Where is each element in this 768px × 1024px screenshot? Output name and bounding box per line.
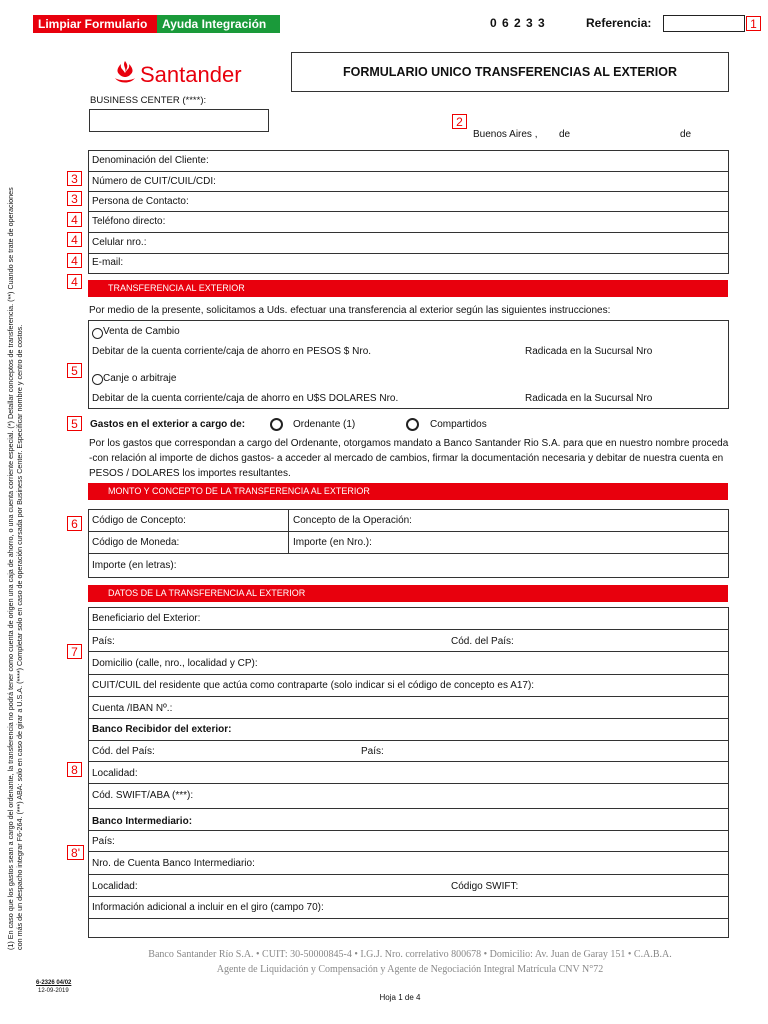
form-date: 12-09-2019 (38, 988, 69, 994)
cuit-resident-label: CUIT/CUIL del residente que actúa como contraparte (solo indicar si el código de concepto es A17): (92, 680, 535, 691)
concept-operation-label: Concepto de la Operación: (293, 515, 412, 526)
amount-section-bar: MONTO Y CONCEPTO DE LA TRANSFERENCIA AL EXTERIOR (88, 483, 728, 500)
concept-row (89, 510, 728, 532)
rb-country-code-label: Cód. del País: (92, 746, 155, 757)
marker-8: 8 (67, 762, 82, 777)
country-label: País: (92, 636, 115, 647)
account-row[interactable] (89, 697, 728, 719)
client-mobile-row[interactable] (89, 233, 728, 254)
city-label: Buenos Aires , (473, 129, 538, 140)
marker-4c: 4 (67, 253, 82, 268)
intermediary-bank-heading: Banco Intermediario: (92, 816, 193, 827)
marker-5b: 5 (67, 416, 82, 431)
marker-2: 2 (452, 114, 467, 129)
receiving-bank-heading: Banco Recibidor del exterior: (92, 724, 232, 735)
client-info-table (88, 150, 729, 274)
ib-city-row[interactable] (89, 875, 728, 897)
rb-city-row[interactable] (89, 762, 728, 784)
ib-country-row[interactable] (89, 830, 728, 852)
ib-country-label: País: (92, 836, 115, 847)
concept-code-label: Código de Concepto: (92, 515, 186, 526)
compartidos-radio[interactable] (406, 418, 419, 431)
currency-code-label: Código de Moneda: (92, 537, 180, 548)
client-email-row[interactable] (89, 254, 728, 274)
extra-info-label: Información adicional a incluir en el giro (campo 70): (92, 902, 324, 913)
client-contact-row[interactable] (89, 192, 728, 212)
integration-help-button[interactable]: Ayuda Integración (157, 15, 280, 33)
client-cuit-row[interactable] (89, 172, 728, 192)
form-code: 6-2326 04/02 (36, 980, 72, 986)
address-label: Domicilio (calle, nro., localidad y CP): (92, 658, 258, 669)
title-box (291, 52, 729, 92)
transfer-options-box (88, 320, 729, 409)
pesos-account-label: Debitar de la cuenta corriente/caja de ahorro en PESOS $ Nro. (92, 346, 372, 357)
beneficiary-row[interactable] (89, 608, 728, 630)
country-row[interactable] (89, 630, 728, 652)
amount-letters-label: Importe (en letras): (92, 560, 177, 571)
transfer-section-bar: TRANSFERENCIA AL EXTERIOR (88, 280, 728, 297)
marker-5a: 5 (67, 363, 82, 378)
date-de-label-2: de (680, 129, 692, 140)
details-table (88, 607, 729, 938)
side-footnotes (6, 175, 81, 950)
details-section-bar: DATOS DE LA TRANSFERENCIA AL EXTERIOR (88, 585, 728, 602)
currency-code-cell[interactable] (89, 532, 289, 553)
santander-logo-text: Santander (140, 62, 242, 87)
amount-number-label: Importe (en Nro.): (293, 537, 372, 548)
marker-7: 7 (67, 644, 82, 659)
cuit-resident-row[interactable] (89, 675, 728, 697)
amount-table (88, 509, 729, 578)
usd-account-label: Debitar de la cuenta corriente/caja de ahorro en U$S DOLARES Nro. (92, 393, 399, 404)
client-contact-label: Persona de Contacto: (92, 196, 189, 207)
marker-4a: 4 (67, 212, 82, 227)
date-de-label-1: de (559, 129, 571, 140)
reference-label: Referencia: (586, 16, 652, 30)
ib-account-label: Nro. de Cuenta Banco Intermediario: (92, 858, 255, 869)
amount-letters-row[interactable] (89, 554, 728, 578)
marker-1: 1 (746, 16, 761, 31)
transfer-intro-text: Por medio de la presente, solicitamos a Uds. efectuar una transferencia al exterior según las siguientes instrucciones: (89, 305, 611, 316)
marker-6: 6 (67, 516, 82, 531)
business-center-input[interactable] (89, 109, 269, 132)
rb-swift-row[interactable] (89, 784, 728, 809)
concept-code-cell[interactable] (89, 510, 289, 531)
ib-account-row[interactable] (89, 852, 728, 875)
marker-3b: 3 (67, 191, 82, 206)
client-phone-row[interactable] (89, 212, 728, 233)
address-row[interactable] (89, 652, 728, 675)
compartidos-label: Compartidos (430, 419, 487, 430)
marker-3a: 3 (67, 171, 82, 186)
client-phone-label: Teléfono directo: (92, 216, 166, 227)
reference-input[interactable] (663, 15, 745, 32)
canje-arbitraje-label: Canje o arbitraje (103, 373, 177, 384)
account-label: Cuenta /IBAN Nº.: (92, 703, 173, 714)
business-center-label: BUSINESS CENTER (****): (90, 95, 207, 106)
client-name-row[interactable] (89, 151, 728, 172)
page-title: FORMULARIO UNICO TRANSFERENCIAS AL EXTERIOR (342, 65, 678, 79)
client-mobile-label: Celular nro.: (92, 237, 147, 248)
marker-4b: 4 (67, 232, 82, 247)
footer-agent-info: Agente de Liquidación y Compensación y Agente de Negociación Integral Matrícula CNV N°72 (216, 964, 604, 975)
side-footnotes-text: (1) En caso que los gastos sean a cargo del ordenante, la transferencia no podrá tener como cuenta de origen una caja de ahorro, o una cuenta corriente especial. (*) Detallar conceptos de transferencia. (**) Cuando se trate de operaciones con más de un despacho integrar F6-264. (***) ABA: solo en caso de girar a U.S.A. (****) Completar solo en caso de operación cursada por Business Center. Especificar nombre y centro de costos. (6, 187, 24, 950)
beneficiary-label: Beneficiario del Exterior: (92, 613, 201, 624)
rb-city-label: Localidad: (92, 768, 138, 779)
pesos-branch-label: Radicada en la Sucursal Nro (525, 346, 653, 357)
marker-8-prime: 8' (67, 845, 84, 860)
footer-bank-info: Banco Santander Río S.A. • CUIT: 30-50000845-4 • I.G.J. Nro. correlativo 800678 • Domicilio: Av. Juan de Garay 151 • C.A.B.A. (148, 949, 672, 960)
form-number: 0 6 2 3 3 (490, 16, 546, 30)
ib-swift-label: Código SWIFT: (451, 881, 519, 892)
currency-row (89, 532, 728, 554)
country-code-label: Cód. del País: (451, 636, 514, 647)
ib-city-label: Localidad: (92, 881, 138, 892)
clear-form-button[interactable]: Limpiar Formulario (33, 15, 157, 33)
marker-4d: 4 (67, 274, 82, 289)
client-email-label: E-mail: (92, 257, 124, 268)
rb-country-label: País: (361, 746, 384, 757)
expenses-label: Gastos en el exterior a cargo de: (90, 419, 246, 430)
canje-arbitraje-radio[interactable] (92, 374, 103, 385)
venta-cambio-radio[interactable] (92, 328, 103, 339)
rb-swift-label: Cód. SWIFT/ABA (***): (92, 790, 194, 801)
santander-flame-icon (113, 60, 137, 86)
client-name-label: Denominación del Cliente: (92, 155, 209, 166)
venta-cambio-label: Venta de Cambio (103, 326, 180, 337)
ordenante-label: Ordenante (1) (293, 419, 356, 430)
expenses-mandate-text: Por los gastos que correspondan a cargo del Ordenante, otorgamos mandato a Banco Santander Rio S.A. para que en nuestro nombre proceda -con relación al importe de dichos gastos- a acceder al mercado de cambios, firmar la documentación necesaria y debitar de nuestra cuenta en PESOS / DOLARES los importes resultantes. (89, 438, 729, 479)
usd-branch-label: Radicada en la Sucursal Nro (525, 393, 653, 404)
ordenante-radio[interactable] (270, 418, 283, 431)
page-number: Hoja 1 de 4 (379, 993, 421, 1002)
extra-info-row[interactable] (89, 897, 728, 919)
rb-country-row[interactable] (89, 740, 728, 762)
client-cuit-label: Número de CUIT/CUIL/CDI: (92, 176, 216, 187)
